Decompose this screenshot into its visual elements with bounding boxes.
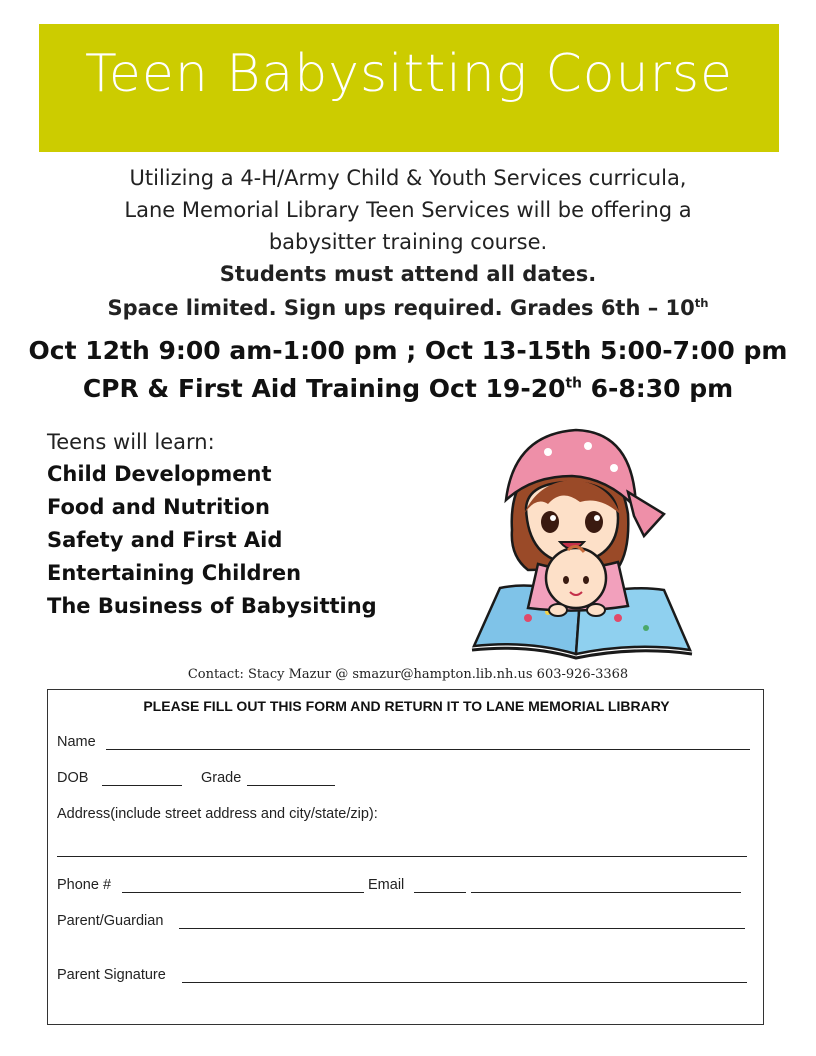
baby-hand bbox=[549, 604, 567, 616]
baby-left-eye bbox=[563, 576, 569, 584]
email-field[interactable] bbox=[414, 892, 466, 893]
email-label: Email bbox=[368, 877, 405, 893]
baby-hand bbox=[587, 604, 605, 616]
registration-form bbox=[47, 689, 764, 1025]
guardian-field[interactable] bbox=[179, 928, 745, 929]
title-banner bbox=[39, 24, 779, 152]
signature-label: Parent Signature bbox=[57, 967, 166, 983]
bandana-knot bbox=[628, 492, 664, 536]
signature-field[interactable] bbox=[182, 982, 747, 983]
book-dot bbox=[524, 614, 532, 622]
baby-right-eye bbox=[583, 576, 589, 584]
contact-info: Contact: Stacy Mazur @ smazur@hampton.lib.nh.us 603-926-3368 bbox=[187, 667, 629, 682]
girl-left-eye bbox=[541, 511, 559, 533]
intro-space-text: Space limited. Sign ups required. Grades 6th – 10 bbox=[107, 296, 695, 320]
phone-label: Phone # bbox=[57, 877, 112, 893]
eye-shine bbox=[594, 515, 600, 521]
intro-space-notice bbox=[0, 296, 816, 320]
bandana-dot bbox=[544, 448, 552, 456]
grade-label: Grade bbox=[201, 770, 242, 786]
name-field[interactable] bbox=[106, 749, 750, 750]
bandana-dot bbox=[584, 442, 592, 450]
eye-shine bbox=[550, 515, 556, 521]
intro-line-3: babysitter training course. bbox=[268, 230, 548, 254]
bandana-dot bbox=[610, 464, 618, 472]
cpr-dates bbox=[0, 374, 816, 403]
cpr-dates-sup: th bbox=[565, 375, 582, 392]
learn-item: The Business of Babysitting bbox=[47, 594, 377, 618]
intro-attend-notice: Students must attend all dates. bbox=[219, 262, 597, 286]
phone-field[interactable] bbox=[122, 892, 364, 893]
book-dot bbox=[614, 614, 622, 622]
learn-item: Entertaining Children bbox=[47, 561, 302, 585]
cpr-dates-text: CPR & First Aid Training Oct 19-20 bbox=[82, 374, 566, 403]
grade-field[interactable] bbox=[247, 785, 335, 786]
guardian-label: Parent/Guardian bbox=[57, 913, 164, 929]
girl-right-eye bbox=[585, 511, 603, 533]
learn-item: Child Development bbox=[47, 462, 272, 486]
learn-item: Safety and First Aid bbox=[47, 528, 283, 552]
course-dates: Oct 12th 9:00 am-1:00 pm ; Oct 13-15th 5:00-7:00 pm bbox=[28, 336, 788, 365]
baby-head bbox=[546, 548, 606, 608]
learn-heading: Teens will learn: bbox=[47, 430, 215, 454]
learn-item: Food and Nutrition bbox=[47, 495, 270, 519]
dob-label: DOB bbox=[57, 770, 89, 786]
cpr-dates-time: 6-8:30 pm bbox=[581, 374, 734, 403]
form-title: PLEASE FILL OUT THIS FORM AND RETURN IT TO LANE MEMORIAL LIBRARY bbox=[143, 698, 670, 714]
intro-line-2: Lane Memorial Library Teen Services will be offering a bbox=[124, 198, 692, 222]
name-label: Name bbox=[57, 734, 96, 750]
email-field-continued[interactable] bbox=[471, 892, 741, 893]
intro-space-sup: th bbox=[694, 296, 709, 310]
page-title: Teen Babysitting Course bbox=[84, 44, 734, 104]
babysitter-illustration bbox=[468, 418, 694, 662]
address-field[interactable] bbox=[57, 856, 747, 857]
intro-line-1: Utilizing a 4-H/Army Child & Youth Services curricula, bbox=[129, 166, 687, 190]
address-label: Address(include street address and city/state/zip): bbox=[57, 806, 378, 822]
dob-field[interactable] bbox=[102, 785, 182, 786]
book-dot bbox=[643, 625, 649, 631]
